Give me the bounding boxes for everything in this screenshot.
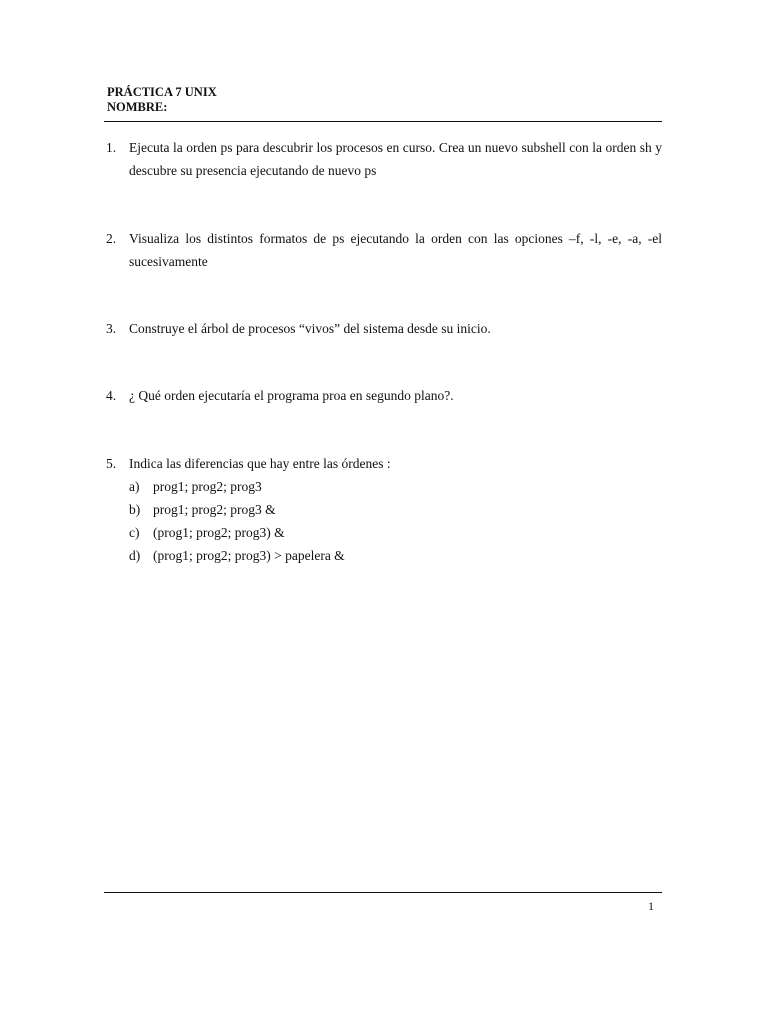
item-text: (prog1; prog2; prog3) & [153, 525, 285, 540]
list-item [106, 521, 662, 544]
item-letter: d) [129, 548, 141, 563]
question-text: Ejecuta la orden ps para descubrir los procesos en curso. Crea un nuevo subshell con la orden sh y descubre su presencia ejecutando de nuevo ps [129, 140, 662, 178]
question-4 [106, 384, 662, 407]
list-item [106, 498, 662, 521]
name-label: NOMBRE: [107, 100, 168, 114]
footer-divider [104, 892, 662, 893]
question-text: ¿ Qué orden ejecutaría el programa proa en segundo plano?. [129, 388, 454, 403]
practice-title: PRÁCTICA 7 UNIX [107, 85, 217, 99]
list-item [106, 544, 662, 567]
header-divider [104, 121, 662, 122]
question-number: 2. [106, 231, 117, 246]
item-text: prog1; prog2; prog3 [153, 479, 262, 494]
question-number: 1. [106, 140, 117, 155]
question-number: 5. [106, 456, 117, 471]
question-number: 4. [106, 388, 117, 403]
question-text: Indica las diferencias que hay entre las órdenes : [129, 456, 391, 471]
document-header [107, 85, 217, 115]
question-text: Construye el árbol de procesos “vivos” del sistema desde su inicio. [129, 321, 491, 336]
item-text: (prog1; prog2; prog3) > papelera & [153, 548, 345, 563]
item-letter: a) [129, 479, 140, 494]
question-text: Visualiza los distintos formatos de ps ejecutando la orden con las opciones –f, -l, -e, -a, -el sucesivamente [129, 231, 662, 269]
question-2 [106, 227, 662, 273]
question-number: 3. [106, 321, 117, 336]
item-text: prog1; prog2; prog3 & [153, 502, 276, 517]
question-3 [106, 317, 662, 340]
question-1 [106, 136, 662, 182]
question-5 [106, 452, 662, 567]
item-letter: b) [129, 502, 141, 517]
page-number: 1 [648, 899, 654, 913]
list-item [106, 475, 662, 498]
item-letter: c) [129, 525, 140, 540]
